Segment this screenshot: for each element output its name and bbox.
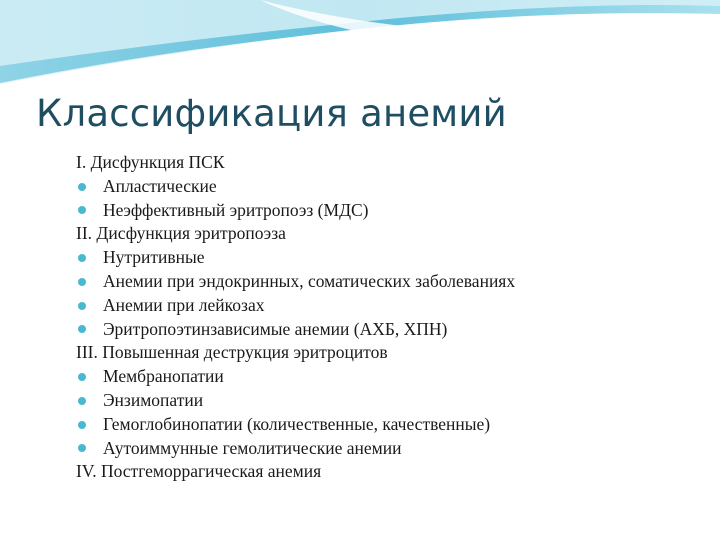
list-item (76, 175, 696, 199)
bullet-icon (78, 421, 86, 429)
classification-list (76, 151, 696, 484)
bullet-icon (78, 206, 86, 214)
list-item-text: Неэффективный эритропоэз (МДС) (103, 199, 369, 220)
list-item-text: Мембранопатии (103, 366, 224, 387)
list-item (76, 294, 696, 318)
list-item (76, 199, 696, 223)
list-item (76, 437, 696, 461)
list-item-text: I. Дисфункция ПСК (76, 152, 225, 172)
list-heading (76, 460, 696, 484)
list-item (76, 246, 696, 270)
list-item-text: Апластические (103, 175, 217, 196)
list-item (76, 413, 696, 437)
list-item (76, 365, 696, 389)
list-heading (76, 341, 696, 365)
list-item-text: Аутоиммунные гемолитические анемии (103, 437, 402, 458)
list-item (76, 270, 696, 294)
list-item (76, 318, 696, 342)
bullet-icon (78, 302, 86, 310)
bullet-icon (78, 397, 86, 405)
bullet-icon (78, 373, 86, 381)
list-item-text: Нутритивные (103, 247, 205, 268)
slide-title: Классификация анемий (36, 92, 507, 135)
list-item-text: Анемии при эндокринных, соматических заболеваниях (103, 270, 516, 291)
list-item-text: Эритропоэтинзависимые анемии (АХБ, ХПН) (103, 318, 448, 339)
bullet-icon (78, 444, 86, 452)
list-item-text: II. Дисфункция эритропоэза (76, 223, 286, 244)
list-item-text: Гемоглобинопатии (количественные, качественные) (103, 413, 491, 434)
list-item (76, 389, 696, 413)
list-item-text: III. Повышенная деструкция эритроцитов (76, 342, 388, 363)
decorative-wave-header (0, 0, 720, 90)
list-heading (76, 151, 696, 175)
bullet-icon (78, 183, 86, 191)
bullet-icon (78, 254, 86, 262)
list-item-text: Энзимопатии (103, 389, 204, 410)
bullet-icon (78, 278, 86, 286)
list-item-text: IV. Постгеморрагическая анемия (76, 461, 322, 482)
bullet-icon (78, 325, 86, 333)
list-item-text: Анемии при лейкозах (103, 294, 265, 315)
list-heading (76, 222, 696, 246)
